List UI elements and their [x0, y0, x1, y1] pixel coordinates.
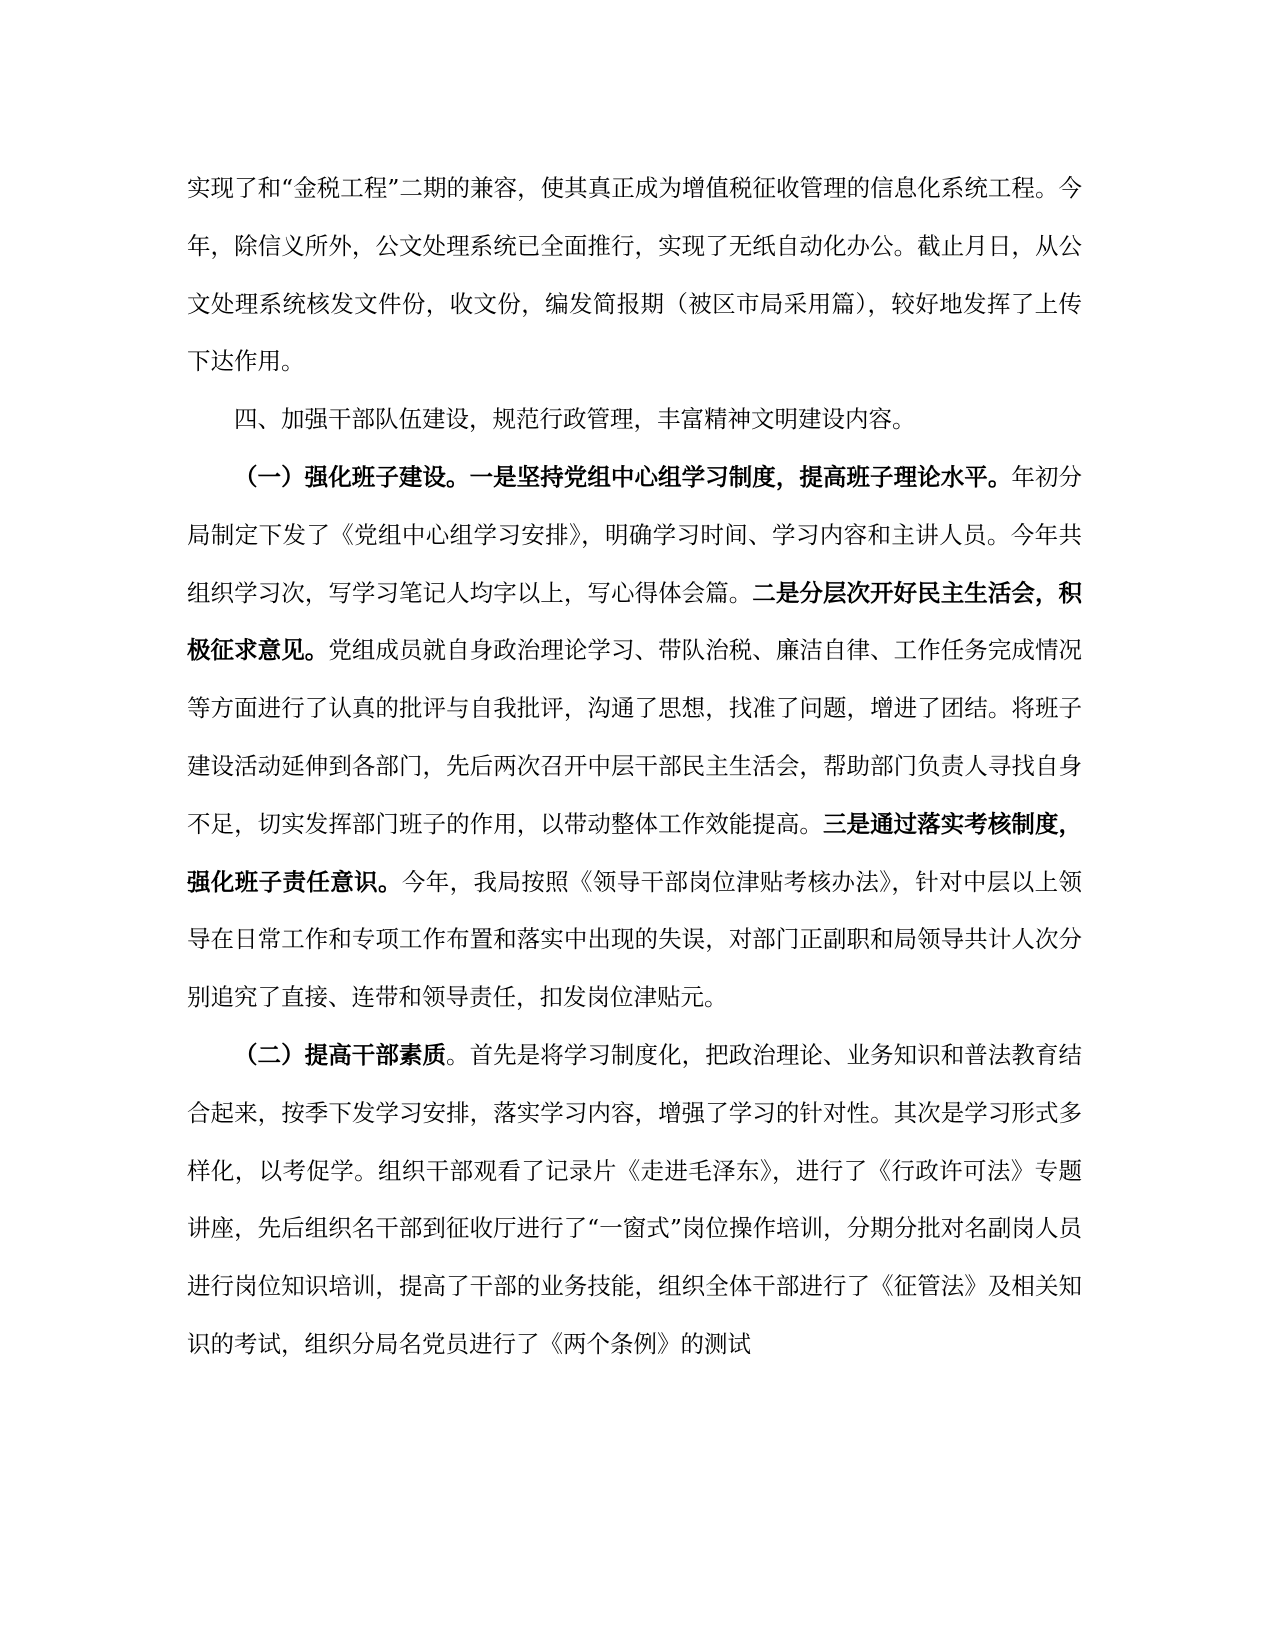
text-run: 四、加强干部队伍建设，规范行政管理，丰富精神文明建设内容。 — [234, 405, 916, 434]
text-run: 党组成员就自身政治理论学习、带队治税、廉洁自律、工作任务完成情况等方面进行了认真的批评与自我批评，沟通了思想，找准了问题，增进了团结。将班子建设活动延伸到各部门，先后两次召开中层干部民主生活会，帮助部门负责人寻找自身不足，切实发挥部门班子的作用，以带动整体工作效能提高。 — [187, 636, 1083, 838]
bold-heading-run: 三是通过落实考核制度，强化班子责任意识。 — [187, 809, 1083, 896]
paragraph-cadre-quality — [187, 1027, 1082, 1374]
section-heading-four — [187, 391, 1082, 449]
paragraph-team-building — [187, 449, 1082, 1027]
bold-heading-run: （二）提高干部素质 — [234, 1040, 447, 1069]
paragraph-continuation — [187, 160, 1082, 391]
text-run: 今年，我局按照《领导干部岗位津贴考核办法》，针对中层以上领导在日常工作和专项工作布置和落实中出现的失误，对部门正副职和局领导共计人次分别追究了直接、连带和领导责任，扣发岗位津贴元。 — [187, 867, 1083, 1012]
bold-heading-run: （一）强化班子建设。一是坚持党组中心组学习制度，提高班子理论水平。 — [234, 462, 1012, 491]
text-run: 实现了和“金税工程”二期的兼容，使其真正成为增值税征收管理的信息化系统工程。今年，除信义所外，公文处理系统已全面推行，实现了无纸自动化办公。截止月日，从公文处理系统核发文件份，收文份，编发简报期（被区市局采用篇），较好地发挥了上传下达作用。 — [187, 174, 1082, 376]
document-body — [187, 160, 1082, 1374]
text-run: 。首先是将学习制度化，把政治理论、业务知识和普法教育结合起来，按季下发学习安排，落实学习内容，增强了学习的针对性。其次是学习形式多样化，以考促学。组织干部观看了记录片《走进毛泽东》，进行了《行政许可法》专题讲座，先后组织名干部到征收厅进行了“一窗式”岗位操作培训，分期分批对名副岗人员进行岗位知识培训，提高了干部的业务技能，组织全体干部进行了《征管法》及相关知识的考试，组织分局名党员进行了《两个条例》的测试 — [187, 1040, 1083, 1358]
text-run: 年初分局制定下发了《党组中心组学习安排》，明确学习时间、学习内容和主讲人员。今年共组织学习次，写学习笔记人均字以上，写心得体会篇。 — [187, 462, 1083, 607]
bold-heading-run: 二是分层次开好民主生活会，积极征求意见。 — [187, 578, 1082, 665]
